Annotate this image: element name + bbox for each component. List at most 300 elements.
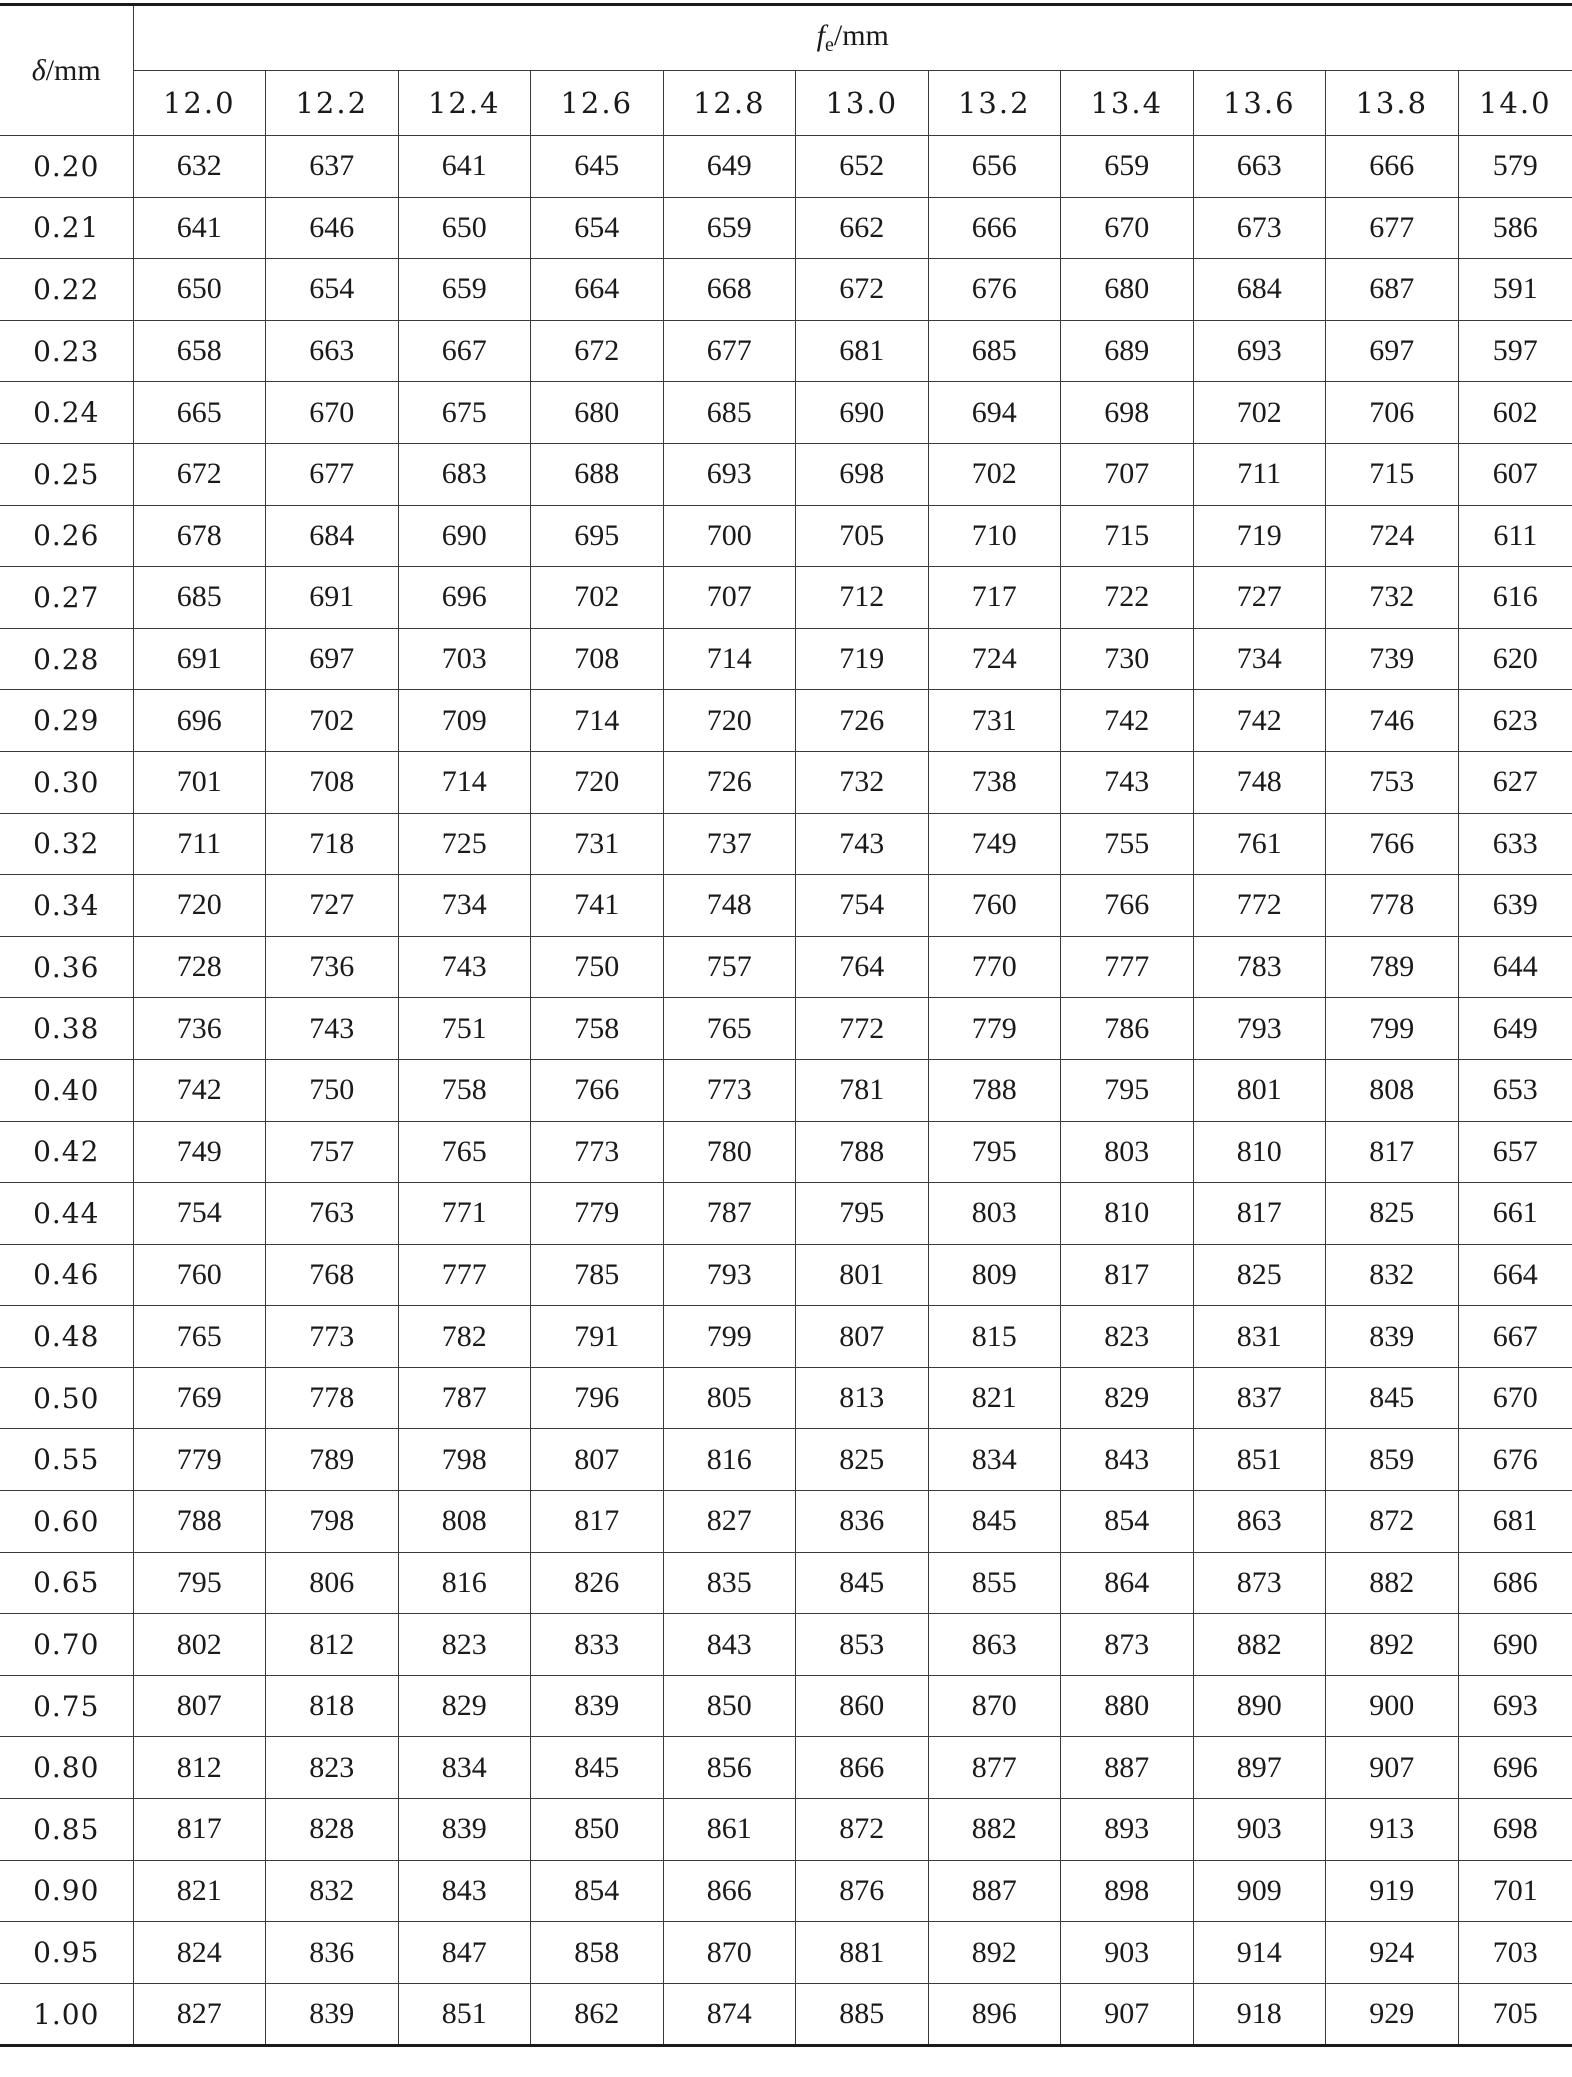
value-cell: 907 [1061,1983,1194,2046]
value-cell: 698 [796,443,929,505]
value-cell: 798 [398,1429,531,1491]
value-cell: 829 [398,1675,531,1737]
fe-unit: /mm [833,19,889,52]
value-cell: 680 [531,382,664,444]
value-cell: 701 [133,751,266,813]
value-cell: 732 [796,751,929,813]
value-cell: 773 [663,1059,796,1121]
delta-cell: 0.90 [0,1860,133,1922]
value-cell: 900 [1326,1675,1459,1737]
value-cell: 837 [1193,1367,1326,1429]
delta-cell: 0.34 [0,875,133,937]
value-cell: 705 [1458,1983,1572,2046]
table-row [0,136,1572,198]
value-cell: 761 [1193,813,1326,875]
value-cell: 707 [663,567,796,629]
value-cell: 764 [796,936,929,998]
table-row [0,1367,1572,1429]
value-cell: 870 [928,1675,1061,1737]
value-cell: 799 [1326,998,1459,1060]
delta-unit: /mm [45,53,101,87]
value-cell: 657 [1458,1121,1572,1183]
value-cell: 808 [1326,1059,1459,1121]
value-cell: 709 [398,690,531,752]
value-cell: 882 [1326,1552,1459,1614]
value-cell: 821 [133,1860,266,1922]
value-cell: 919 [1326,1860,1459,1922]
value-cell: 845 [796,1552,929,1614]
value-cell: 675 [398,382,531,444]
value-cell: 847 [398,1922,531,1984]
value-cell: 611 [1458,505,1572,567]
value-cell: 724 [1326,505,1459,567]
value-cell: 750 [531,936,664,998]
value-cell: 683 [398,443,531,505]
value-cell: 898 [1061,1860,1194,1922]
value-cell: 823 [1061,1306,1194,1368]
fe-column-header: 13.2 [928,71,1061,136]
value-cell: 807 [531,1429,664,1491]
value-cell: 881 [796,1922,929,1984]
value-cell: 825 [796,1429,929,1491]
value-cell: 781 [796,1059,929,1121]
value-cell: 788 [133,1491,266,1553]
delta-cell: 0.95 [0,1922,133,1984]
table-row [0,875,1572,937]
value-cell: 873 [1193,1552,1326,1614]
value-cell: 667 [398,320,531,382]
value-cell: 795 [928,1121,1061,1183]
value-cell: 702 [266,690,399,752]
value-cell: 806 [266,1552,399,1614]
value-cell: 739 [1326,628,1459,690]
value-cell: 726 [796,690,929,752]
value-cell: 772 [1193,875,1326,937]
value-cell: 807 [133,1675,266,1737]
table-row [0,1121,1572,1183]
table-row [0,1675,1572,1737]
value-cell: 850 [531,1799,664,1861]
value-cell: 813 [796,1367,929,1429]
value-cell: 742 [133,1059,266,1121]
value-cell: 734 [398,875,531,937]
value-cell: 782 [398,1306,531,1368]
value-cell: 691 [133,628,266,690]
value-cell: 676 [1458,1429,1572,1491]
value-cell: 802 [133,1614,266,1676]
value-cell: 662 [796,197,929,259]
delta-cell: 0.42 [0,1121,133,1183]
value-cell: 816 [663,1429,796,1491]
value-cell: 708 [266,751,399,813]
value-cell: 856 [663,1737,796,1799]
value-cell: 772 [796,998,929,1060]
value-cell: 839 [531,1675,664,1737]
delta-cell: 0.40 [0,1059,133,1121]
value-cell: 746 [1326,690,1459,752]
value-cell: 616 [1458,567,1572,629]
table-row [0,1059,1572,1121]
value-cell: 789 [266,1429,399,1491]
value-cell: 659 [1061,136,1194,198]
value-cell: 765 [398,1121,531,1183]
value-cell: 832 [1326,1244,1459,1306]
value-cell: 896 [928,1983,1061,2046]
value-cell: 765 [133,1306,266,1368]
value-cell: 649 [1458,998,1572,1060]
value-cell: 864 [1061,1552,1194,1614]
delta-cell: 0.55 [0,1429,133,1491]
delta-cell: 0.80 [0,1737,133,1799]
value-cell: 694 [928,382,1061,444]
value-cell: 720 [133,875,266,937]
value-cell: 597 [1458,320,1572,382]
value-cell: 707 [1061,443,1194,505]
table-row [0,320,1572,382]
value-cell: 690 [796,382,929,444]
value-cell: 855 [928,1552,1061,1614]
value-cell: 803 [928,1183,1061,1245]
value-cell: 693 [663,443,796,505]
table-row [0,567,1572,629]
value-cell: 701 [1458,1860,1572,1922]
value-cell: 690 [398,505,531,567]
table-row [0,259,1572,321]
value-cell: 874 [663,1983,796,2046]
value-cell: 670 [1458,1367,1572,1429]
fe-column-header: 12.4 [398,71,531,136]
value-cell: 702 [531,567,664,629]
value-cell: 876 [796,1860,929,1922]
value-cell: 918 [1193,1983,1326,2046]
value-cell: 877 [928,1737,1061,1799]
value-cell: 834 [928,1429,1061,1491]
table-header [0,5,1572,136]
value-cell: 779 [928,998,1061,1060]
value-cell: 714 [531,690,664,752]
value-cell: 703 [398,628,531,690]
table-row [0,936,1572,998]
value-cell: 607 [1458,443,1572,505]
value-cell: 734 [1193,628,1326,690]
value-cell: 887 [1061,1737,1194,1799]
value-cell: 670 [1061,197,1194,259]
value-cell: 786 [1061,998,1194,1060]
value-cell: 579 [1458,136,1572,198]
value-cell: 738 [928,751,1061,813]
value-cell: 845 [1326,1367,1459,1429]
value-cell: 670 [266,382,399,444]
value-cell: 817 [1193,1183,1326,1245]
value-cell: 807 [796,1306,929,1368]
value-cell: 809 [928,1244,1061,1306]
value-cell: 845 [928,1491,1061,1553]
value-cell: 880 [1061,1675,1194,1737]
value-cell: 779 [531,1183,664,1245]
value-cell: 907 [1326,1737,1459,1799]
value-cell: 760 [928,875,1061,937]
value-cell: 798 [266,1491,399,1553]
value-cell: 783 [1193,936,1326,998]
value-cell: 637 [266,136,399,198]
value-cell: 866 [796,1737,929,1799]
value-cell: 727 [266,875,399,937]
value-cell: 661 [1458,1183,1572,1245]
value-cell: 708 [531,628,664,690]
value-cell: 632 [133,136,266,198]
value-cell: 821 [928,1367,1061,1429]
value-cell: 684 [266,505,399,567]
delta-cell: 0.24 [0,382,133,444]
value-cell: 914 [1193,1922,1326,1984]
value-cell: 777 [1061,936,1194,998]
delta-cell: 0.38 [0,998,133,1060]
value-cell: 684 [1193,259,1326,321]
value-cell: 831 [1193,1306,1326,1368]
value-cell: 656 [928,136,1061,198]
value-cell: 872 [1326,1491,1459,1553]
table-row [0,1491,1572,1553]
value-cell: 801 [1193,1059,1326,1121]
value-cell: 825 [1193,1244,1326,1306]
value-cell: 903 [1193,1799,1326,1861]
delta-cell: 0.70 [0,1614,133,1676]
value-cell: 743 [796,813,929,875]
value-cell: 702 [928,443,1061,505]
value-cell: 769 [133,1367,266,1429]
value-cell: 757 [266,1121,399,1183]
value-cell: 748 [663,875,796,937]
value-cell: 749 [928,813,1061,875]
fe-column-header: 13.8 [1326,71,1459,136]
delta-cell: 0.75 [0,1675,133,1737]
value-cell: 777 [398,1244,531,1306]
value-cell: 808 [398,1491,531,1553]
table-row [0,813,1572,875]
value-cell: 685 [928,320,1061,382]
value-cell: 743 [266,998,399,1060]
table-row [0,1552,1572,1614]
value-cell: 720 [531,751,664,813]
value-cell: 668 [663,259,796,321]
value-cell: 770 [928,936,1061,998]
value-cell: 719 [796,628,929,690]
value-cell: 757 [663,936,796,998]
table-row [0,1244,1572,1306]
value-cell: 787 [663,1183,796,1245]
table-row [0,197,1572,259]
value-cell: 658 [133,320,266,382]
value-cell: 650 [398,197,531,259]
value-cell: 816 [398,1552,531,1614]
value-cell: 854 [531,1860,664,1922]
value-cell: 727 [1193,567,1326,629]
value-cell: 755 [1061,813,1194,875]
value-cell: 929 [1326,1983,1459,2046]
table-row [0,1429,1572,1491]
value-cell: 591 [1458,259,1572,321]
value-cell: 672 [133,443,266,505]
value-cell: 754 [796,875,929,937]
value-cell: 714 [663,628,796,690]
value-cell: 725 [398,813,531,875]
value-cell: 736 [133,998,266,1060]
value-cell: 672 [531,320,664,382]
value-cell: 737 [663,813,796,875]
value-cell: 817 [531,1491,664,1553]
value-cell: 815 [928,1306,1061,1368]
value-cell: 851 [398,1983,531,2046]
value-cell: 826 [531,1552,664,1614]
fe-column-header: 13.0 [796,71,929,136]
value-cell: 853 [796,1614,929,1676]
value-cell: 812 [266,1614,399,1676]
value-cell: 664 [531,259,664,321]
value-cell: 795 [133,1552,266,1614]
value-cell: 766 [531,1059,664,1121]
value-cell: 785 [531,1244,664,1306]
delta-cell: 0.20 [0,136,133,198]
value-cell: 843 [663,1614,796,1676]
value-cell: 825 [1326,1183,1459,1245]
value-cell: 663 [266,320,399,382]
value-cell: 872 [796,1799,929,1861]
value-cell: 665 [133,382,266,444]
value-cell: 712 [796,567,929,629]
delta-cell: 0.85 [0,1799,133,1861]
value-cell: 773 [266,1306,399,1368]
value-cell: 763 [266,1183,399,1245]
value-cell: 696 [133,690,266,752]
table-row [0,690,1572,752]
value-cell: 827 [133,1983,266,2046]
table-row [0,1183,1572,1245]
value-cell: 779 [133,1429,266,1491]
value-cell: 620 [1458,628,1572,690]
value-cell: 748 [1193,751,1326,813]
fe-column-header: 13.4 [1061,71,1194,136]
value-cell: 832 [266,1860,399,1922]
value-cell: 758 [531,998,664,1060]
fe-symbol: f [816,19,825,52]
value-cell: 697 [1326,320,1459,382]
table-row [0,1860,1572,1922]
delta-column-header [0,5,133,136]
value-cell: 791 [531,1306,664,1368]
value-cell: 690 [1458,1614,1572,1676]
delta-cell: 0.50 [0,1367,133,1429]
value-cell: 753 [1326,751,1459,813]
value-cell: 672 [796,259,929,321]
delta-cell: 0.36 [0,936,133,998]
value-cell: 913 [1326,1799,1459,1861]
table-row [0,1922,1572,1984]
value-cell: 805 [663,1367,796,1429]
value-cell: 836 [266,1922,399,1984]
value-cell: 866 [663,1860,796,1922]
value-cell: 653 [1458,1059,1572,1121]
value-cell: 823 [266,1737,399,1799]
table-row [0,443,1572,505]
value-cell: 686 [1458,1552,1572,1614]
value-cell: 696 [398,567,531,629]
header-row-fe-values [0,71,1572,136]
value-cell: 705 [796,505,929,567]
value-cell: 823 [398,1614,531,1676]
value-cell: 760 [133,1244,266,1306]
value-cell: 586 [1458,197,1572,259]
value-cell: 728 [133,936,266,998]
value-cell: 834 [398,1737,531,1799]
data-table [0,3,1572,2047]
value-cell: 861 [663,1799,796,1861]
value-cell: 687 [1326,259,1459,321]
value-cell: 796 [531,1367,664,1429]
delta-cell: 0.21 [0,197,133,259]
value-cell: 858 [531,1922,664,1984]
value-cell: 696 [1458,1737,1572,1799]
value-cell: 793 [663,1244,796,1306]
value-cell: 666 [1326,136,1459,198]
value-cell: 654 [266,259,399,321]
value-cell: 836 [796,1491,929,1553]
table-row [0,628,1572,690]
value-cell: 689 [1061,320,1194,382]
value-cell: 627 [1458,751,1572,813]
value-cell: 758 [398,1059,531,1121]
value-cell: 641 [398,136,531,198]
delta-cell: 0.28 [0,628,133,690]
value-cell: 817 [133,1799,266,1861]
value-cell: 731 [531,813,664,875]
value-cell: 766 [1326,813,1459,875]
value-cell: 717 [928,567,1061,629]
value-cell: 623 [1458,690,1572,752]
value-cell: 681 [1458,1491,1572,1553]
value-cell: 680 [1061,259,1194,321]
delta-cell: 0.29 [0,690,133,752]
value-cell: 702 [1193,382,1326,444]
value-cell: 722 [1061,567,1194,629]
value-cell: 698 [1061,382,1194,444]
value-cell: 742 [1061,690,1194,752]
value-cell: 827 [663,1491,796,1553]
value-cell: 715 [1326,443,1459,505]
value-cell: 754 [133,1183,266,1245]
value-cell: 828 [266,1799,399,1861]
table-body [0,136,1572,2046]
delta-cell: 0.27 [0,567,133,629]
value-cell: 710 [928,505,1061,567]
value-cell: 810 [1193,1121,1326,1183]
delta-cell: 0.22 [0,259,133,321]
value-cell: 714 [398,751,531,813]
value-cell: 698 [1458,1799,1572,1861]
value-cell: 677 [1326,197,1459,259]
value-cell: 788 [928,1059,1061,1121]
value-cell: 851 [1193,1429,1326,1491]
value-cell: 824 [133,1922,266,1984]
value-cell: 873 [1061,1614,1194,1676]
value-cell: 882 [928,1799,1061,1861]
value-cell: 718 [266,813,399,875]
fe-column-header: 12.2 [266,71,399,136]
delta-cell: 0.23 [0,320,133,382]
value-cell: 778 [266,1367,399,1429]
value-cell: 817 [1326,1121,1459,1183]
value-cell: 771 [398,1183,531,1245]
value-cell: 787 [398,1367,531,1429]
